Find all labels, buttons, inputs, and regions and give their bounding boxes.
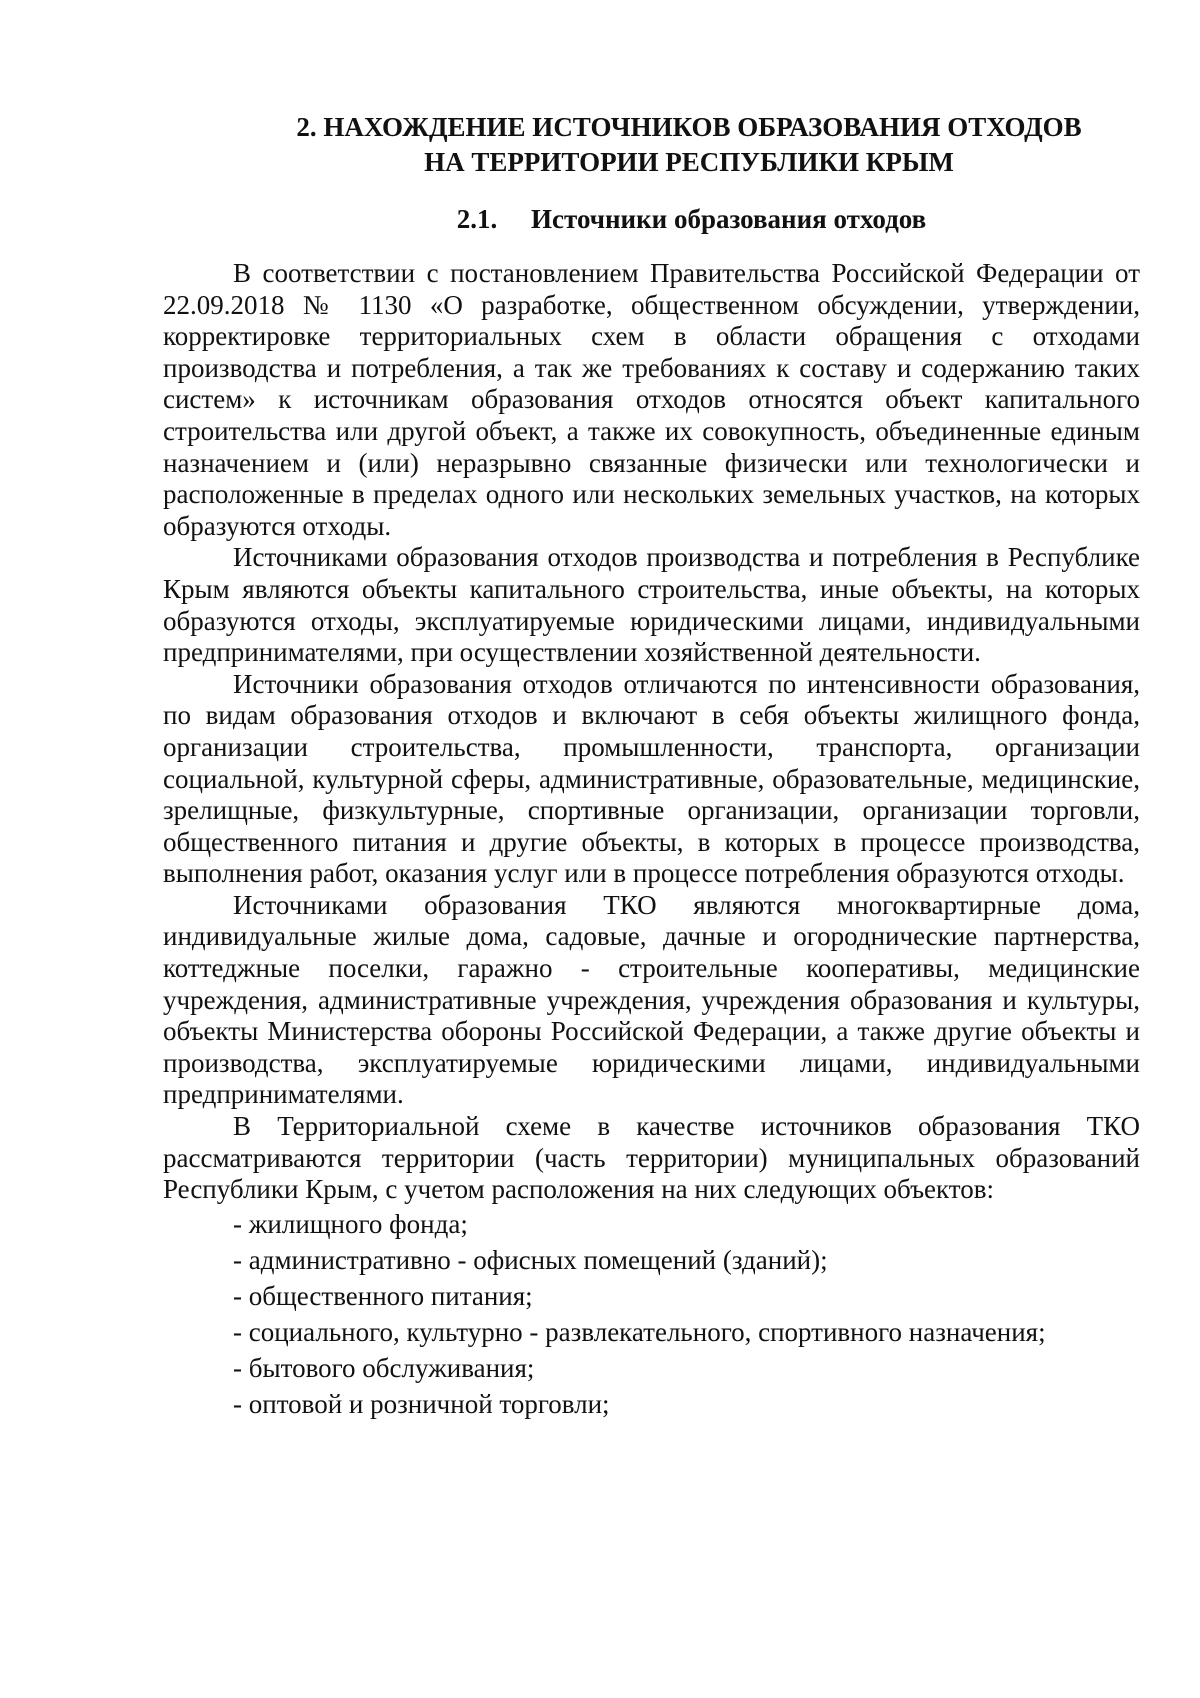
paragraph: Источники образования отходов отличаются по интенсивности образования, по видам образования отходов и включают в себя объекты жилищного фонда, организации строительства, промышленности, транспорта, организации социальной, культурной сферы, административные, образовательные, медицинские, зрелищные, физкультурные, спортивные организации, организации торговли, общественного питания и другие объекты, в которых в процессе производства, выполнения работ, оказания услуг или в процессе потребления образуются отходы. bbox=[163, 668, 1140, 889]
paragraph: В соответствии с постановлением Правительства Российской Федерации от 22.09.2018 № 1130 «О разработке, общественном обсуждении, утверждении, корректировке территориальных схем в области обращения с отходами производства и потребления, а так же требованиях к составу и содержанию таких систем» к источникам образования отходов относятся объект капитального строительства или другой объект, а также их совокупность, объединенные единым назначением и (или) неразрывно связанные физически или технологически и расположенные в пределах одного или нескольких земельных участков, на которых образуются отходы. bbox=[163, 258, 1140, 541]
document-page bbox=[163, 110, 1140, 1422]
list-item: - социального, культурно - развлекательного, спортивного назначения; bbox=[233, 1316, 1046, 1347]
list-item: - административно - офисных помещений (зданий); bbox=[233, 1244, 828, 1275]
chapter-title-line-1: 2. НАХОЖДЕНИЕ ИСТОЧНИКОВ ОБРАЗОВАНИЯ ОТХОДОВ bbox=[296, 112, 1082, 142]
list-item: - оптовой и розничной торговли; bbox=[233, 1388, 610, 1419]
body-text bbox=[163, 258, 1140, 1422]
chapter-title bbox=[238, 110, 1140, 180]
chapter-title-line-2: НА ТЕРРИТОРИИ РЕСПУБЛИКИ КРЫМ bbox=[424, 147, 954, 177]
paragraph: Источниками образования ТКО являются многоквартирные дома, индивидуальные жилые дома, садовые, дачные и огороднические партнерства, коттеджные поселки, гаражно - строительные кооперативы, медицинские учреждения, административные учреждения, учреждения образования и культуры, объекты Министерства обороны Российской Федерации, а также другие объекты и производства, эксплуатируемые юридическими лицами, индивидуальными предпринимателями. bbox=[163, 889, 1140, 1110]
list-item: - жилищного фонда; bbox=[233, 1208, 468, 1239]
section-title: 2.1. Источники образования отходов bbox=[456, 204, 927, 234]
list-item: - общественного питания; bbox=[233, 1280, 533, 1311]
source-objects-list bbox=[163, 1206, 1140, 1422]
list-item: - бытового обслуживания; bbox=[233, 1352, 535, 1383]
paragraph: В Территориальной схеме в качестве источников образования ТКО рассматриваются территории (часть территории) муниципальных образований Республики Крым, с учетом расположения на них следующих объектов: bbox=[163, 1111, 1140, 1205]
paragraph: Источниками образования отходов производства и потребления в Республике Крым являются объекты капитального строительства, иные объекты, на которых образуются отходы, эксплуатируемые юридическими лицами, индивидуальными предпринимателями, при осуществлении хозяйственной деятельности. bbox=[163, 542, 1140, 668]
